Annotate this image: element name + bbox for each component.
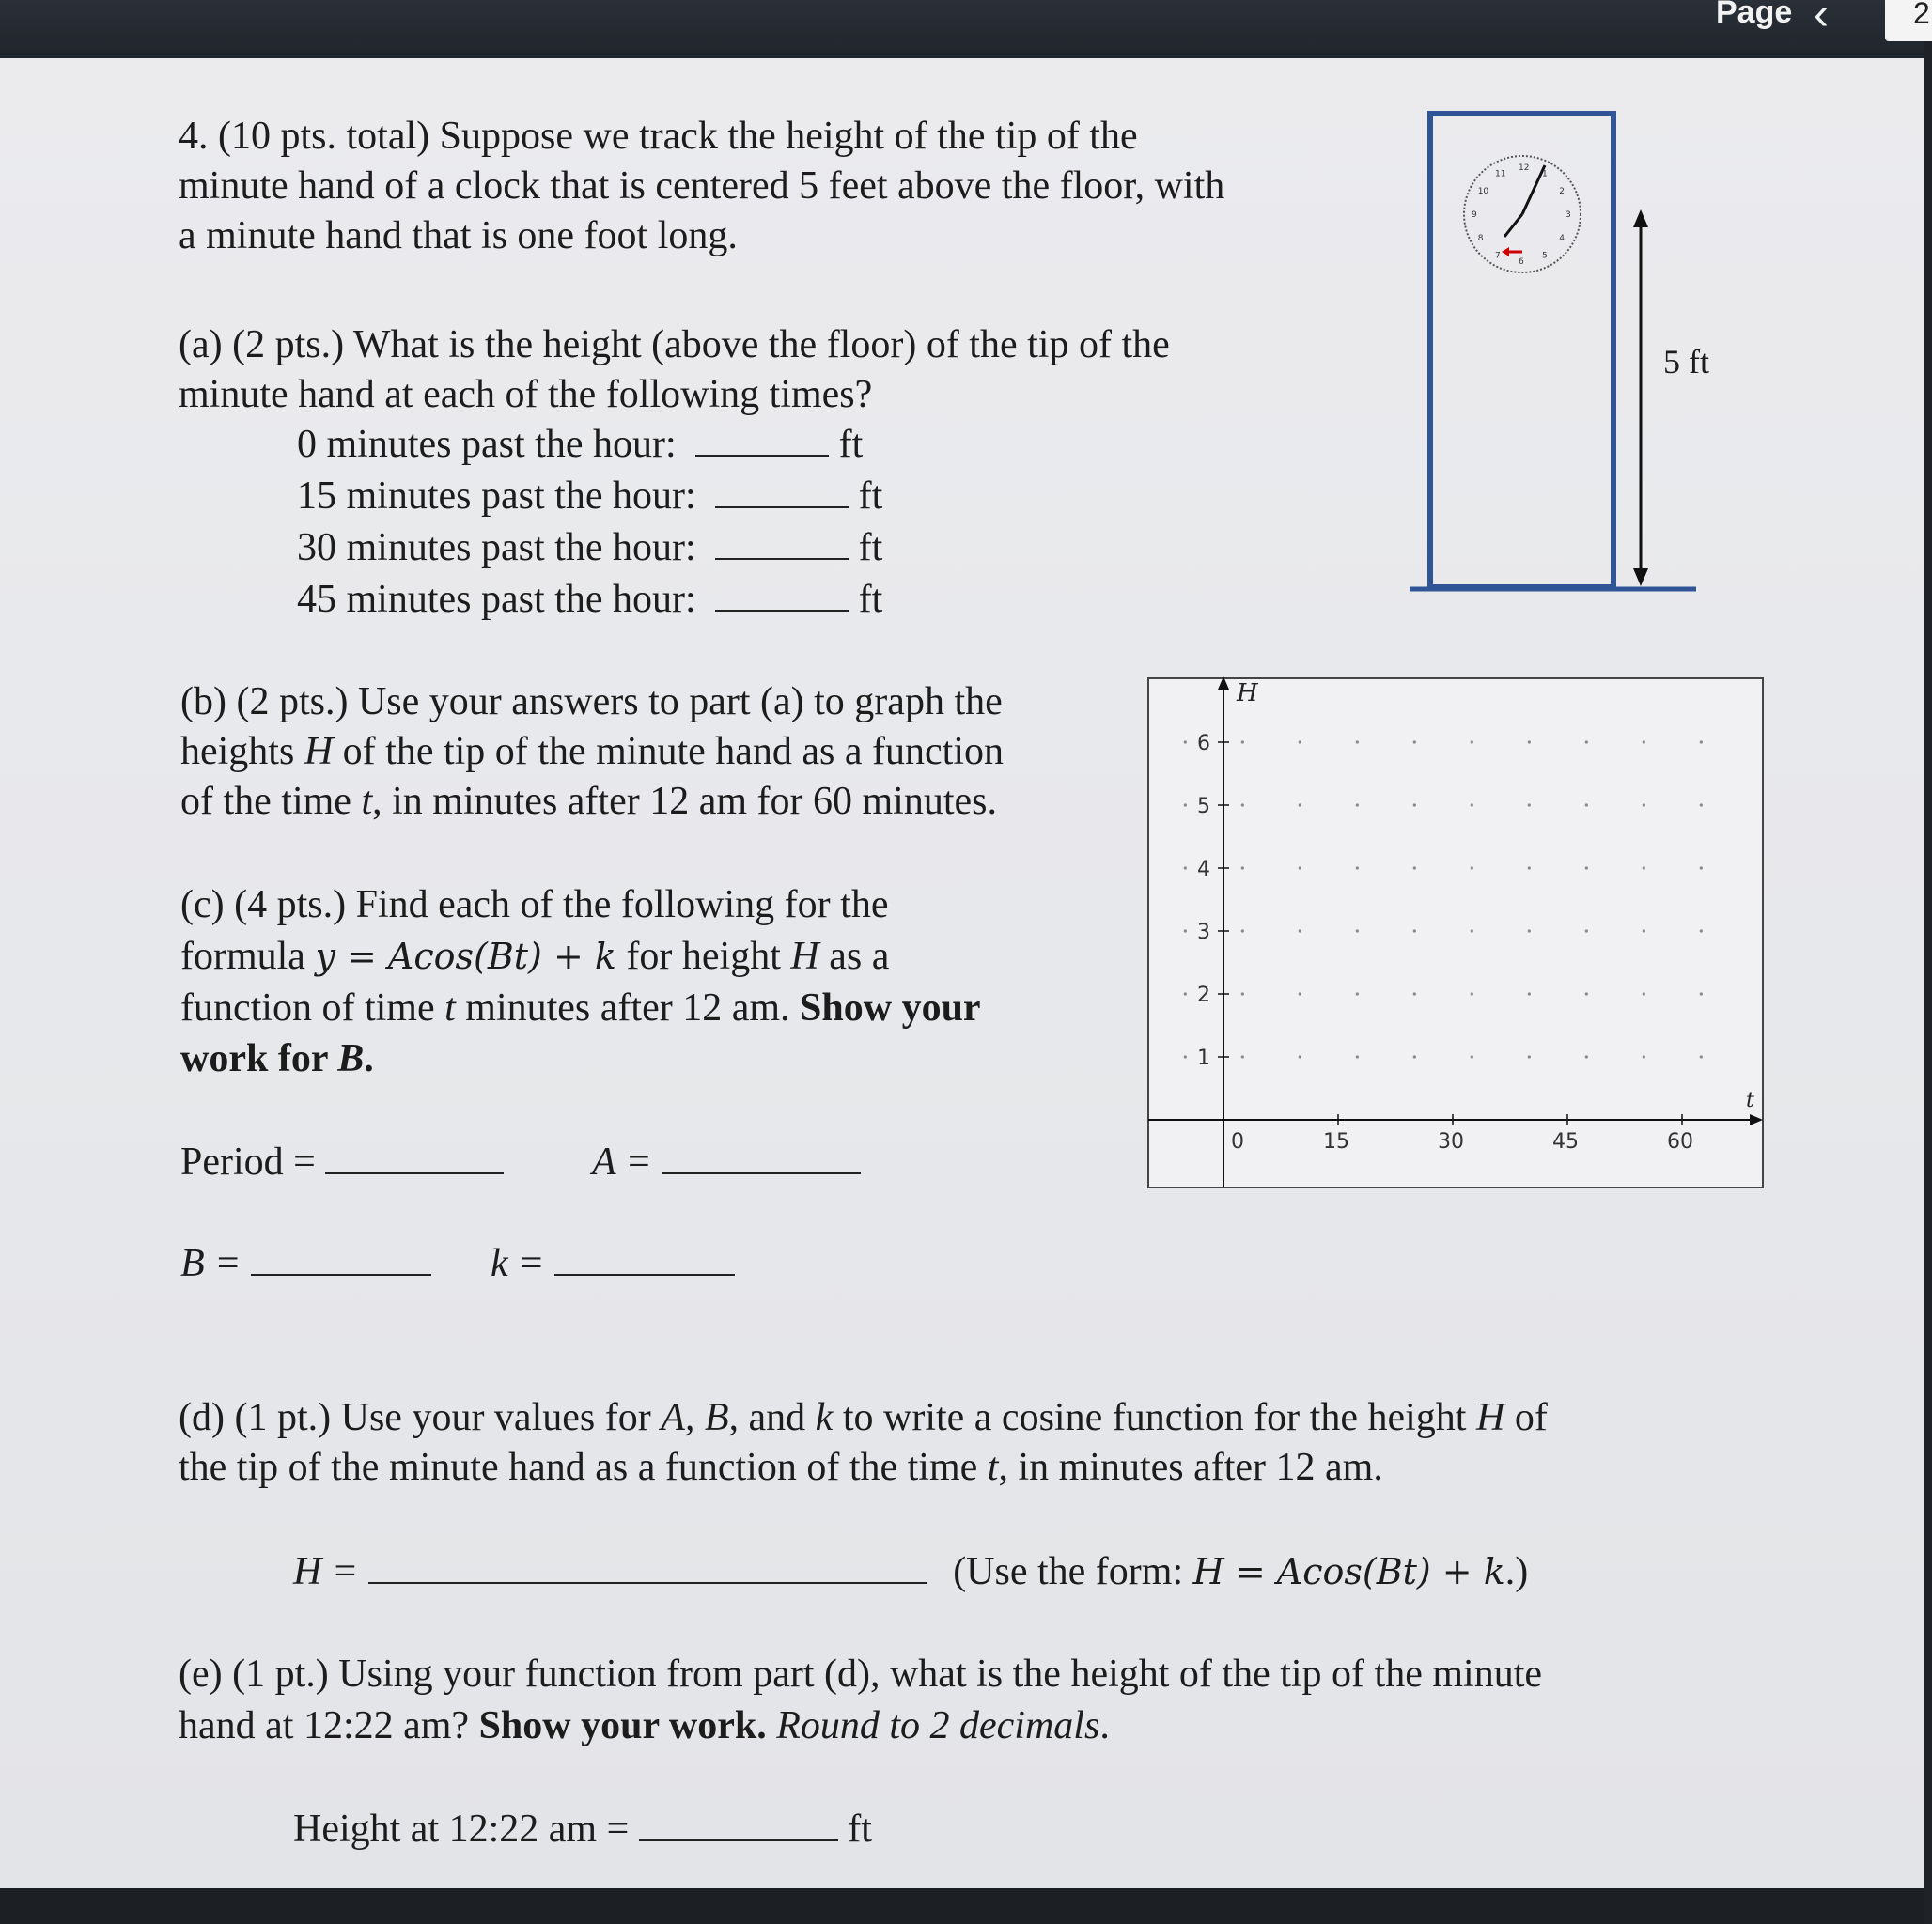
problem-points: (10 pts. total) <box>218 115 430 158</box>
grid-dot <box>1471 992 1473 995</box>
grid-dot <box>1585 866 1588 869</box>
grid-dot <box>1471 803 1473 806</box>
grid-dot <box>1299 866 1301 869</box>
grid-dot <box>1241 1055 1244 1058</box>
grid-dot <box>1184 929 1187 932</box>
y-tick-label: 4 <box>1197 858 1210 881</box>
time-row-15 <box>297 471 882 521</box>
page-number: 2 <box>1913 0 1930 30</box>
a-label: A = <box>592 1140 652 1184</box>
unit-ft: ft <box>858 526 883 569</box>
grid-dot <box>1528 866 1531 869</box>
part-b-label: (b) (2 pts.) <box>180 680 349 723</box>
bold-text: Show your <box>800 986 981 1030</box>
formula: y = Acos(Bt) + k <box>315 936 616 977</box>
x-tick-label: 15 <box>1323 1130 1349 1154</box>
var-t: t <box>361 780 373 823</box>
grid-dot <box>1643 866 1645 869</box>
grid-dot <box>1643 740 1645 743</box>
clock-numeral: 8 <box>1477 234 1484 243</box>
unit-ft: ft <box>858 578 883 621</box>
a-blank[interactable] <box>662 1140 861 1174</box>
grid-dot <box>1413 1055 1416 1058</box>
grid-dot <box>1585 929 1588 932</box>
grid-dot <box>1585 740 1588 743</box>
grid-dot <box>1528 803 1531 806</box>
bold-text: Show your work. <box>478 1704 767 1747</box>
grid-dot <box>1299 1055 1301 1058</box>
k-row <box>491 1238 735 1289</box>
part-b-text: Use your answers to part (a) to graph the <box>357 680 1003 723</box>
grid-dot <box>1184 740 1187 743</box>
clock-numeral: 6 <box>1519 257 1524 267</box>
part-a-text: What is the height (above the floor) of the tip of the <box>352 323 1170 366</box>
problem-intro-text: Suppose we track the height of the tip of the <box>439 115 1138 158</box>
grid-dot <box>1356 740 1359 743</box>
b-blank[interactable] <box>251 1242 431 1276</box>
grid-dot <box>1413 992 1416 995</box>
y-tick-label: 1 <box>1197 1047 1210 1070</box>
part-e-label: (e) (1 pt.) <box>179 1652 329 1696</box>
grid-dot <box>1643 929 1645 932</box>
grid-dot <box>1413 929 1416 932</box>
height-answer-label: Height at 12:22 am = <box>293 1808 630 1851</box>
grid-dot <box>1700 929 1703 932</box>
grid-dot <box>1299 992 1301 995</box>
graph-frame <box>1148 678 1763 1187</box>
period-row <box>180 1137 504 1187</box>
part-b-line1 <box>180 676 1003 727</box>
x-tick-label: 30 <box>1438 1130 1464 1154</box>
door-outline <box>1430 114 1613 587</box>
x-tick-label: 0 <box>1231 1130 1244 1154</box>
text: .) <box>1504 1550 1529 1593</box>
problem-number: 4. <box>179 115 209 158</box>
part-d-label: (d) (1 pt.) <box>179 1396 332 1439</box>
page-label: Page <box>1716 0 1793 30</box>
chevron-left-icon[interactable]: ‹ <box>1814 0 1829 39</box>
h-function-row <box>293 1546 1528 1597</box>
text: , in minutes after 12 am for 60 minutes. <box>372 780 997 823</box>
height-answer-row <box>293 1804 872 1854</box>
grid-dot <box>1643 803 1645 806</box>
text: the tip of the minute hand as a function of the time <box>179 1446 988 1489</box>
y-tick-label: 2 <box>1197 984 1210 1007</box>
text: function of time <box>180 986 445 1030</box>
part-e-text: Using your function from part (d), what is the height of the tip of the minute <box>338 1652 1542 1696</box>
clock-numeral: 12 <box>1519 163 1530 173</box>
clock-numeral: 10 <box>1477 187 1489 196</box>
grid-dot <box>1299 929 1301 932</box>
bold-text: work for <box>180 1037 338 1080</box>
clock-numeral: 9 <box>1472 210 1477 220</box>
grid-dot <box>1471 866 1473 869</box>
text: minutes after 12 am. <box>455 986 801 1030</box>
grid-dot <box>1241 803 1244 806</box>
grid-dot <box>1528 992 1531 995</box>
time-label: 0 minutes past the hour: <box>297 423 677 466</box>
part-a-question-line1 <box>179 319 1170 370</box>
var-t: t <box>987 1446 999 1489</box>
answer-blank-15min[interactable] <box>715 474 849 508</box>
clock-numeral: 3 <box>1566 210 1571 220</box>
x-tick-label: 60 <box>1667 1130 1693 1154</box>
var-B: B <box>337 1037 365 1080</box>
part-a-question-line2: minute hand at each of the following times? <box>179 373 873 416</box>
time-label: 30 minutes past the hour: <box>297 526 696 569</box>
text: to write a cosine function for the height <box>833 1396 1476 1439</box>
grid-dot <box>1241 992 1244 995</box>
clock-numeral: 2 <box>1559 187 1566 196</box>
grid-dot <box>1241 740 1244 743</box>
grid-dot <box>1700 992 1703 995</box>
grid-dot <box>1241 929 1244 932</box>
time-label: 45 minutes past the hour: <box>297 578 696 621</box>
problem-intro-line1 <box>179 111 1138 162</box>
text: , in minutes after 12 am. <box>998 1446 1383 1489</box>
grid-dot <box>1413 866 1416 869</box>
time-row-30 <box>297 522 882 573</box>
text: . <box>364 1037 374 1080</box>
var-H: H <box>1475 1396 1505 1439</box>
unit-ft: ft <box>858 474 883 518</box>
a-row <box>592 1137 861 1187</box>
wall-clock-icon <box>1464 156 1581 272</box>
k-blank[interactable] <box>554 1242 735 1276</box>
grid-dot <box>1356 929 1359 932</box>
text: as a <box>818 935 890 978</box>
part-d-line1 <box>179 1392 1548 1443</box>
height-answer-blank[interactable] <box>639 1808 838 1841</box>
b-label: B = <box>180 1242 242 1285</box>
time-row-0 <box>297 419 863 470</box>
grid-dot <box>1528 740 1531 743</box>
part-e-line1 <box>179 1649 1542 1699</box>
grid-dot <box>1643 992 1645 995</box>
period-label: Period = <box>180 1140 316 1184</box>
text: of <box>1504 1396 1548 1439</box>
grid-dot <box>1471 740 1473 743</box>
unit-ft: ft <box>848 1808 872 1851</box>
period-blank[interactable] <box>325 1140 504 1174</box>
grid-dot <box>1413 803 1416 806</box>
bottom-bar <box>0 1888 1924 1924</box>
arrow-down-icon <box>1633 568 1648 586</box>
height-label: 5 ft <box>1663 343 1709 380</box>
b-row <box>180 1238 431 1289</box>
grid-dot <box>1356 866 1359 869</box>
text: . <box>1099 1704 1110 1747</box>
answer-blank-30min[interactable] <box>715 526 849 560</box>
part-c-line4 <box>180 1033 374 1084</box>
h-label: H = <box>293 1550 359 1593</box>
part-d-line2 <box>179 1442 1383 1493</box>
problem-intro-line3: a minute hand that is one foot long. <box>179 214 738 257</box>
grid-dot <box>1299 803 1301 806</box>
y-axis-label: H <box>1237 679 1258 707</box>
text: for height <box>615 935 791 978</box>
grid-dot <box>1700 740 1703 743</box>
h-function-blank[interactable] <box>368 1550 927 1584</box>
grid-dot <box>1356 1055 1359 1058</box>
part-a-label: (a) (2 pts.) <box>179 323 345 366</box>
text: heights <box>180 730 304 773</box>
grid-dot <box>1356 803 1359 806</box>
grid-dot <box>1643 1055 1645 1058</box>
part-b-line3 <box>180 776 997 827</box>
problem-intro-line2: minute hand of a clock that is centered 5 feet above the floor, with <box>179 164 1225 208</box>
part-b-line2 <box>180 726 1004 777</box>
text: Use your values for <box>340 1396 662 1439</box>
vars: A, B, <box>661 1396 740 1439</box>
grid-dot <box>1700 803 1703 806</box>
grid-dot <box>1184 803 1187 806</box>
form-hint: (Use the form: <box>953 1550 1193 1593</box>
grid-dot <box>1299 740 1301 743</box>
part-e-line2 <box>179 1700 1110 1751</box>
y-tick-label: 6 <box>1197 732 1210 755</box>
text: hand at 12:22 am? <box>179 1704 479 1747</box>
grid-dot <box>1184 1055 1187 1058</box>
part-c-text: Find each of the following for the <box>355 883 889 926</box>
var-H: H <box>790 935 819 978</box>
arrow-up-icon <box>1633 209 1648 227</box>
grid-dot <box>1184 992 1187 995</box>
y-tick-label: 5 <box>1197 795 1210 818</box>
part-c-line2 <box>180 931 889 982</box>
answer-blank-0min[interactable] <box>695 423 829 457</box>
clock-numeral: 4 <box>1559 234 1566 243</box>
grid-dot <box>1585 803 1588 806</box>
unit-ft: ft <box>838 423 864 466</box>
answer-blank-45min[interactable] <box>715 578 849 612</box>
graph-grid[interactable] <box>1146 676 1767 1191</box>
grid-dot <box>1585 992 1588 995</box>
grid-dot <box>1700 1055 1703 1058</box>
var-H: H <box>304 730 334 773</box>
part-c-label: (c) (4 pts.) <box>180 883 347 926</box>
grid-dot <box>1241 866 1244 869</box>
grid-dot <box>1528 929 1531 932</box>
var-t: t <box>444 986 456 1030</box>
time-row-45 <box>297 574 882 625</box>
grid-dot <box>1471 929 1473 932</box>
var-k: k <box>815 1396 834 1439</box>
text: of the time <box>180 780 362 823</box>
grid-dot <box>1528 1055 1531 1058</box>
y-tick-label: 3 <box>1197 921 1210 944</box>
x-tick-label: 45 <box>1552 1130 1579 1154</box>
clock-numeral: 5 <box>1542 251 1548 261</box>
clock-numeral: 7 <box>1495 251 1501 261</box>
text: and <box>739 1396 816 1439</box>
clock-numeral: 11 <box>1495 169 1506 179</box>
x-axis-label: t <box>1746 1089 1754 1112</box>
part-c-line3 <box>180 983 981 1033</box>
time-label: 15 minutes past the hour: <box>297 474 696 518</box>
text: of the tip of the minute hand as a function <box>333 730 1004 773</box>
form-formula: H = Acos(Bt) + k <box>1192 1551 1505 1592</box>
text: formula <box>180 935 316 978</box>
grid-dot <box>1184 866 1187 869</box>
clock-numeral: 1 <box>1542 169 1548 179</box>
grid-dot <box>1471 1055 1473 1058</box>
grid-dot <box>1356 992 1359 995</box>
grid-dot <box>1700 866 1703 869</box>
clock-figure <box>1400 103 1729 601</box>
grid-dot <box>1413 740 1416 743</box>
part-c-line1 <box>180 879 888 930</box>
grid-dot <box>1585 1055 1588 1058</box>
viewer-toolbar <box>0 0 1930 58</box>
italic-text: Round to 2 decimals <box>766 1704 1100 1747</box>
k-label: k = <box>491 1242 545 1285</box>
